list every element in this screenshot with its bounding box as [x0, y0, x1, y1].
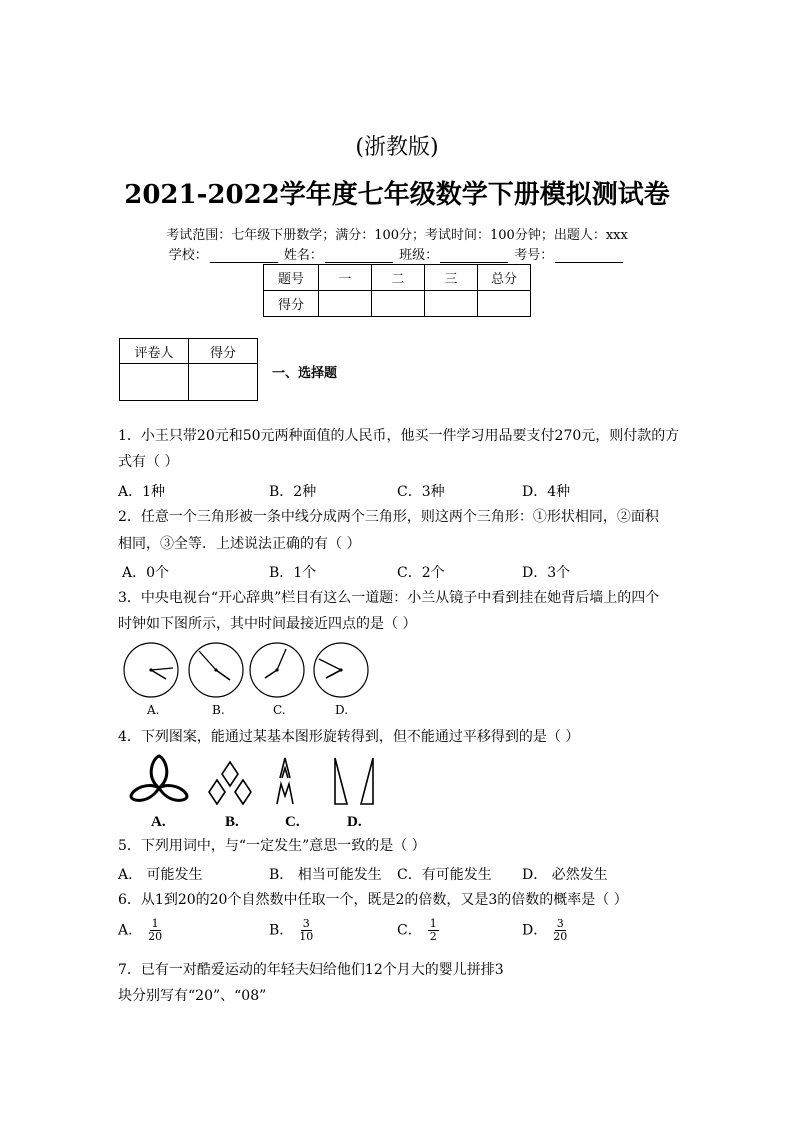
score-header-cell: 一 [319, 265, 372, 291]
q3-label-d[interactable]: D. [335, 703, 349, 717]
q1-line2: 式有（ ） [118, 454, 179, 470]
score-table [263, 264, 531, 317]
q6-option-c-letter: C． [397, 922, 422, 939]
numerator: 1 [429, 917, 437, 930]
grader-header: 评卷人 [120, 339, 189, 364]
score-cell[interactable] [372, 291, 425, 317]
q2-option-d[interactable]: D．3个 [522, 565, 571, 581]
q2-option-a[interactable]: A．0个 [122, 565, 170, 581]
q3-line1: 3．中央电视台“开心辞典”栏目有这么一道题：小兰从镜子中看到挂在她背后墙上的四个 [118, 590, 660, 606]
q6-option-b-letter: B． [269, 922, 294, 939]
q6-option-a-letter: A． [118, 922, 143, 939]
q5-option-c[interactable]: C．有可能发生 [397, 867, 492, 883]
q3-line2: 时钟如下图所示，其中时间最接近四点的是（ ） [118, 616, 417, 632]
q6-option-a[interactable] [118, 918, 162, 943]
denominator: 10 [299, 930, 314, 943]
exam-info: 考试范围：七年级下册数学；满分：100分；考试时间：100分钟；出题人：xxx [166, 228, 628, 243]
fraction [553, 918, 567, 943]
clock-a-icon [124, 643, 178, 697]
q2-option-c[interactable]: C．2个 [397, 565, 445, 581]
clock-c-icon [250, 643, 304, 697]
q6-option-d-letter: D． [522, 922, 548, 939]
diamonds-icon [209, 762, 251, 804]
grader-table [119, 338, 258, 401]
fraction [299, 918, 313, 943]
q1-option-c[interactable]: C．3种 [397, 484, 445, 500]
section-title: 一、选择题 [272, 366, 338, 381]
q1-option-a[interactable]: A．1种 [118, 484, 166, 500]
fraction [428, 918, 439, 943]
q5-line1: 5．下列用词中，与“一定发生”意思一致的是（ ） [118, 838, 426, 854]
student-info-line [0, 244, 794, 263]
grader-cell[interactable] [120, 364, 189, 401]
q5-option-d[interactable]: D． 必然发生 [522, 867, 608, 883]
name-blank[interactable] [325, 249, 393, 263]
q6-option-c[interactable] [397, 918, 439, 943]
edition-label: (浙教版) [355, 135, 439, 160]
q5-option-b[interactable]: B． 相当可能发生 [269, 867, 382, 883]
q1-option-d[interactable]: D．4种 [522, 484, 571, 500]
numerator: 3 [302, 917, 310, 930]
numerator: 1 [151, 917, 159, 930]
exam-number-label: 考号： [514, 248, 554, 263]
q2-line1: 2．任意一个三角形被一条中线分成两个三角形，则这两个三角形：①形状相同，②面积 [118, 509, 659, 525]
q2-line2: 相同，③全等．上述说法正确的有（ ） [118, 536, 361, 552]
score-cell[interactable] [425, 291, 478, 317]
q3-clocks-figure [120, 640, 376, 706]
q6-option-d[interactable] [522, 918, 567, 943]
grader-score-header: 得分 [189, 339, 258, 364]
q3-label-a[interactable]: A. [147, 703, 160, 717]
clock-b-icon [189, 643, 243, 697]
score-cell[interactable] [478, 291, 531, 317]
q4-label-c[interactable]: C. [285, 814, 300, 830]
denominator: 20 [148, 930, 163, 943]
score-row-label: 得分 [264, 291, 319, 317]
trefoil-icon [131, 756, 187, 800]
q4-label-b[interactable]: B. [225, 814, 239, 830]
score-header-cell: 题号 [264, 265, 319, 291]
q1-option-b[interactable]: B．2种 [269, 484, 317, 500]
q7-line2: 块分别写有“20”、“08” [118, 988, 267, 1004]
score-header-cell: 三 [425, 265, 478, 291]
numerator: 3 [556, 917, 564, 930]
denominator: 2 [429, 930, 437, 943]
q3-label-b[interactable]: B. [212, 703, 225, 717]
exam-number-blank[interactable] [555, 249, 623, 263]
school-label: 学校： [168, 248, 208, 263]
score-header-cell: 总分 [478, 265, 531, 291]
page-title: 2021-2022学年度七年级数学下册模拟测试卷 [124, 180, 670, 210]
school-blank[interactable] [210, 249, 278, 263]
class-blank[interactable] [440, 249, 508, 263]
score-cell[interactable] [319, 291, 372, 317]
q1-line1: 1．小王只带20元和50元两种面值的人民币，他买一件学习用品要支付270元，则付款的方 [118, 428, 680, 444]
q6-line1: 6．从1到20的20个自然数中任取一个，既是2的倍数，又是3的倍数的概率是（ ） [118, 892, 628, 908]
clock-d-icon [314, 643, 368, 697]
peaks-icon [277, 758, 293, 804]
name-label: 姓名： [283, 248, 323, 263]
q6-option-b[interactable] [269, 918, 313, 943]
class-label: 班级： [399, 248, 439, 263]
score-header-cell: 二 [372, 265, 425, 291]
q4-patterns-figure [125, 754, 385, 814]
grader-score-cell[interactable] [189, 364, 258, 401]
q2-option-b[interactable]: B．1个 [269, 565, 317, 581]
q4-line1: 4．下列图案，能通过某基本图形旋转得到，但不能通过平移得到的是（ ） [118, 729, 580, 745]
fraction [148, 918, 162, 943]
q4-label-d[interactable]: D. [347, 814, 362, 830]
triangles-icon [335, 758, 373, 804]
q4-label-a[interactable]: A. [151, 814, 166, 830]
q5-option-a[interactable]: A． 可能发生 [118, 867, 203, 883]
q3-label-c[interactable]: C. [273, 703, 286, 717]
q7-line1: 7．已有一对酷爱运动的年轻夫妇给他们12个月大的婴儿拼排3 [118, 962, 504, 978]
denominator: 20 [553, 930, 568, 943]
